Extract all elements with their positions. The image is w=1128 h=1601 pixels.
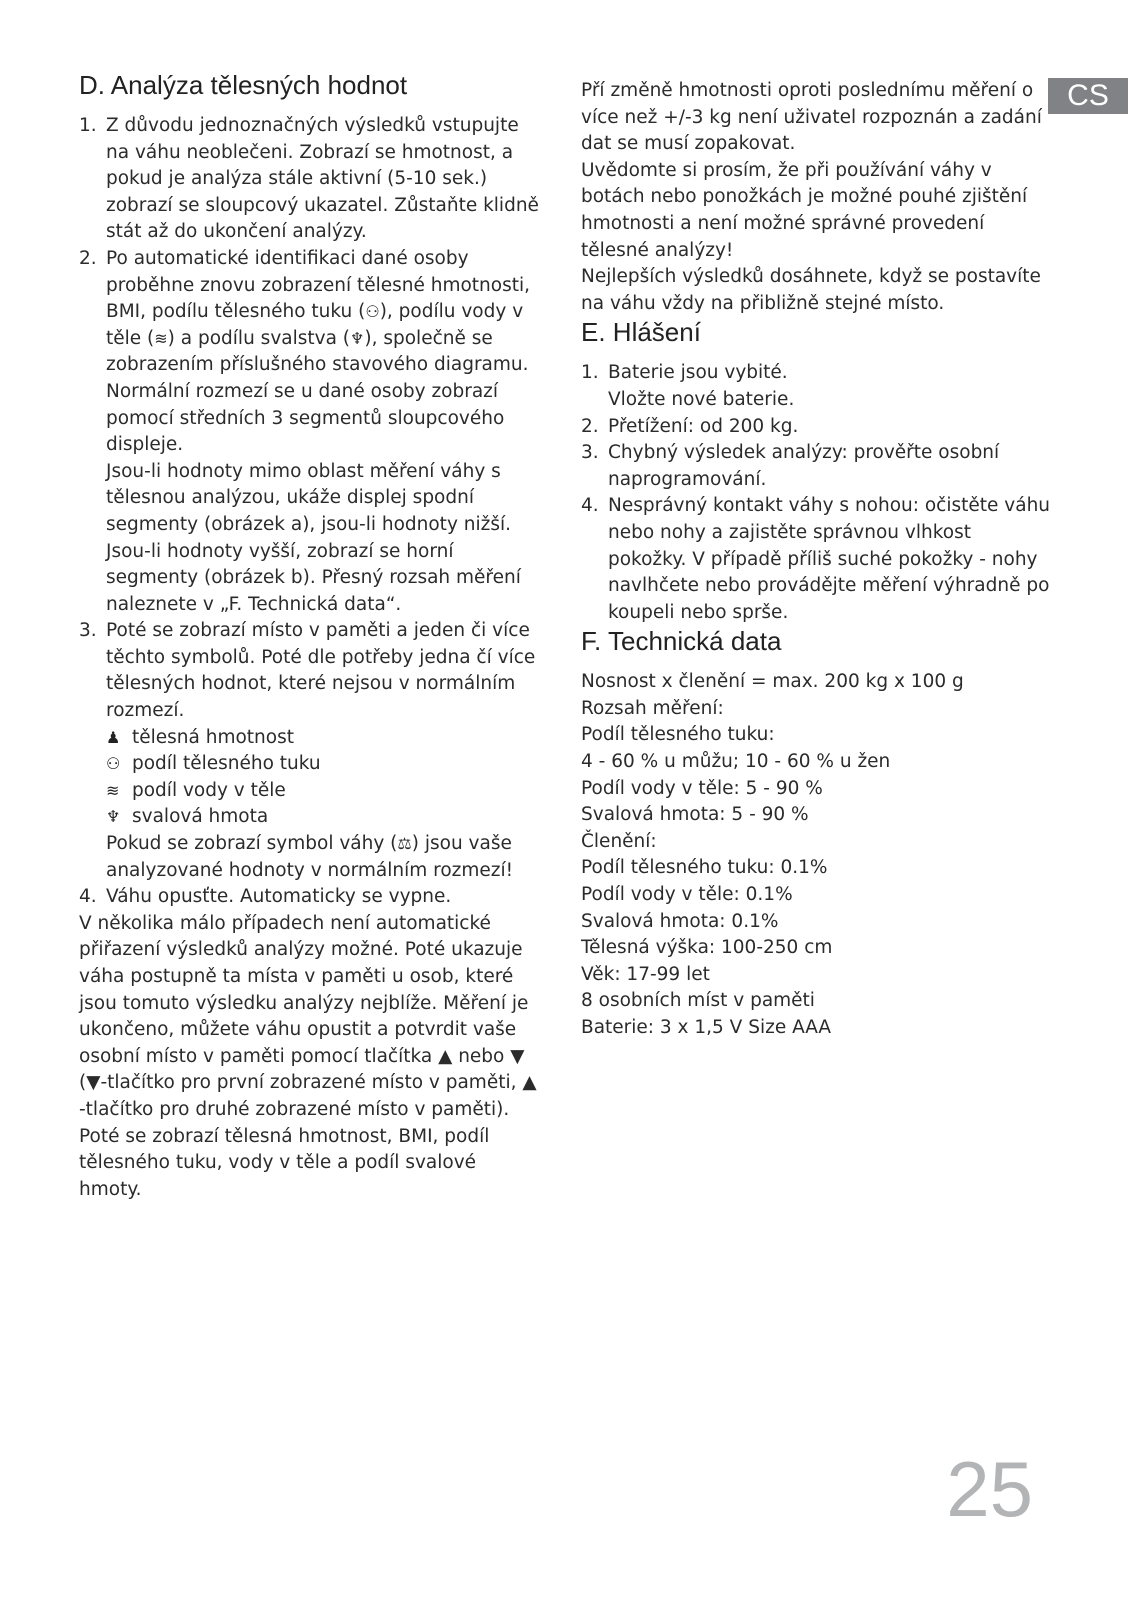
list-number: 3. <box>79 620 97 642</box>
body-water-icon: ≋ <box>106 780 120 800</box>
message-text: Baterie jsou vybité. <box>608 362 788 384</box>
step-3-scale-note: Pokud se zobrazí symbol váhy (⚖) jsou vaše analyzované hodnoty v normálním rozmezí! <box>106 833 514 881</box>
list-number: 2. <box>581 415 599 437</box>
intro-paragraph: Nejlepších výsledků dosáhnete, když se postavíte na váhu vždy na přibližně stejné místo. <box>581 266 1041 314</box>
spec-line: 8 osobních míst v paměti <box>581 990 815 1012</box>
spec-line: Podíl vody v těle: 5 - 90 % <box>581 777 823 799</box>
list-item <box>79 113 541 246</box>
body-weight-icon: ♟ <box>106 727 121 747</box>
spec-line: Podíl tělesného tuku: <box>581 724 775 746</box>
message-text: Přetížení: od 200 kg. <box>608 415 799 437</box>
spec-line: Podíl vody v těle: 0.1% <box>581 884 793 906</box>
spec-line: Svalová hmota: 5 - 90 % <box>581 804 809 826</box>
list-item <box>79 246 541 618</box>
symbol-row <box>106 751 541 778</box>
muscle-icon: ♆ <box>106 807 121 827</box>
symbol-label: podíl tělesného tuku <box>132 753 321 775</box>
spec-line: 4 - 60 % u můžu; 10 - 60 % u žen <box>581 751 891 773</box>
symbol-row <box>106 804 541 831</box>
left-column <box>79 70 541 1203</box>
step-4-text: Váhu opusťte. Automaticky se vypne. <box>106 886 452 908</box>
list-number: 4. <box>581 495 599 517</box>
spec-line: Podíl tělesného tuku: 0.1% <box>581 857 828 879</box>
symbol-label: podíl vody v těle <box>132 779 286 801</box>
step-2-normal-range: Normální rozmezí se u dané osoby zobrazí pomocí středních 3 segmentů sloupcového displeje. <box>106 380 505 456</box>
message-text: Nesprávný kontakt váhy s nohou: očistěte váhu nebo nohy a zajistěte správnou vlhkost pokožky. V případě příliš suché pokožky - nohy navlhčete nebo provádějte měření výhradně po koupeli nebo sprše. <box>608 495 1051 623</box>
section-e-heading: E. Hlášení <box>581 317 701 348</box>
step-3-text: Poté se zobrazí místo v paměti a jeden či více těchto symbolů. Poté dle potřeby jedna čí více tělesných hodnot, které nejsou v normálním rozmezí. <box>106 620 536 722</box>
intro-paragraph: Pří změně hmotnosti oproti poslednímu měření o více než +/-3 kg není uživatel rozpoznán a zadání dat se musí zopakovat. <box>581 80 1042 155</box>
step-2-text: Po automatické identifikaci dané osoby proběhne znovu zobrazení tělesné hmotnosti, BMI, podílu tělesného tuku (⚇), podílu vody v těle (≋) a podílu svalstva (♆), společně se zobrazením příslušného stavového diagramu. <box>106 247 531 376</box>
list-item <box>581 440 1051 493</box>
symbol-row <box>106 778 541 805</box>
spec-line: Svalová hmota: 0.1% <box>581 910 779 932</box>
step-1-text: Z důvodu jednoznačných výsledků vstupujte na váhu neoblečeni. Zobrazí se hmotnost, a pokud je analýza stále aktivní (5-10 sek.) zobrazí se sloupcový ukazatel. Zůstaňte klidně stát až do ukončení analýzy. <box>106 115 539 243</box>
list-number: 1. <box>581 362 599 384</box>
message-text: Vložte nové baterie. <box>608 388 795 410</box>
list-number: 1. <box>79 115 97 136</box>
closing-paragraph: V několika málo případech není automatické přiřazení výsledků analýzy možné. Poté ukazuje váha postupně ta místa v paměti u osob, které jsou tomuto výsledku analýzy nejblíže. Měření je ukončeno, můžete váhu opustit a potvrdit vaše osobní místo v paměti pomocí tlačítka ▲ nebo ▼ (▼-tlačítko pro první zobrazené místo v paměti, ▲ -tlačítko pro druhé zobrazené místo v paměti). Poté se zobrazí tělesná hmotnost, BMI, podíl tělesného tuku, vody v těle a podíl svalové hmoty. <box>79 912 537 1200</box>
body-water-icon: ≋ <box>154 328 168 348</box>
list-item <box>581 360 1051 413</box>
message-text: Chybný výsledek analýzy: prověřte osobní naprogramování. <box>608 442 1000 490</box>
body-fat-icon: ⚇ <box>365 302 380 322</box>
list-item <box>79 618 541 884</box>
spec-block-division <box>581 829 1051 935</box>
spec-line: Věk: 17-99 let <box>581 963 710 985</box>
section-f-heading: F. Technická data <box>581 626 782 657</box>
muscle-icon: ♆ <box>350 328 365 348</box>
analysis-steps-list <box>79 113 541 911</box>
page-number: 25 <box>946 1445 1033 1533</box>
spec-block-range <box>581 696 1051 829</box>
body-fat-icon: ⚇ <box>106 754 121 774</box>
step-2-out-of-range: Jsou-li hodnoty mimo oblast měření váhy s tělesnou analýzou, ukáže displej spodní segmenty (obrázek a), jsou-li hodnoty nižší. Jsou-li hodnoty vyšší, zobrazí se horní segmenty (obrázek b). Přesný rozsah měření naleznete v „F. Technická data“. <box>106 460 521 615</box>
capacity-line: Nosnost x členění = max. 200 kg x 100 g <box>581 671 964 693</box>
messages-list <box>581 360 1051 626</box>
list-item <box>581 414 1051 441</box>
spec-line: Členění: <box>581 830 657 852</box>
right-column <box>581 70 1051 1042</box>
list-item <box>79 884 541 911</box>
intro-paragraph: Uvědomte si prosím, že při používání váhy v botách nebo ponožkách je možné pouhé zjištění hmotnosti a není možné správné provedení tělesné analýzy! <box>581 159 1028 261</box>
list-number: 4. <box>79 886 97 908</box>
spec-line: Rozsah měření: <box>581 697 724 719</box>
spec-block-other <box>581 935 1051 1041</box>
list-number: 2. <box>79 247 97 269</box>
symbol-label: tělesná hmotnost <box>132 726 294 748</box>
symbol-row <box>106 725 541 752</box>
symbol-label: svalová hmota <box>132 806 269 828</box>
spec-line: Baterie: 3 x 1,5 V Size AAA <box>581 1017 832 1038</box>
spec-line: Tělesná výška: 100-250 cm <box>581 937 833 959</box>
list-number: 3. <box>581 442 599 464</box>
language-tab: CS <box>1048 78 1128 114</box>
list-item <box>581 493 1051 626</box>
scale-icon: ⚖ <box>397 834 412 854</box>
section-d-heading: D. Analýza tělesných hodnot <box>79 70 408 100</box>
